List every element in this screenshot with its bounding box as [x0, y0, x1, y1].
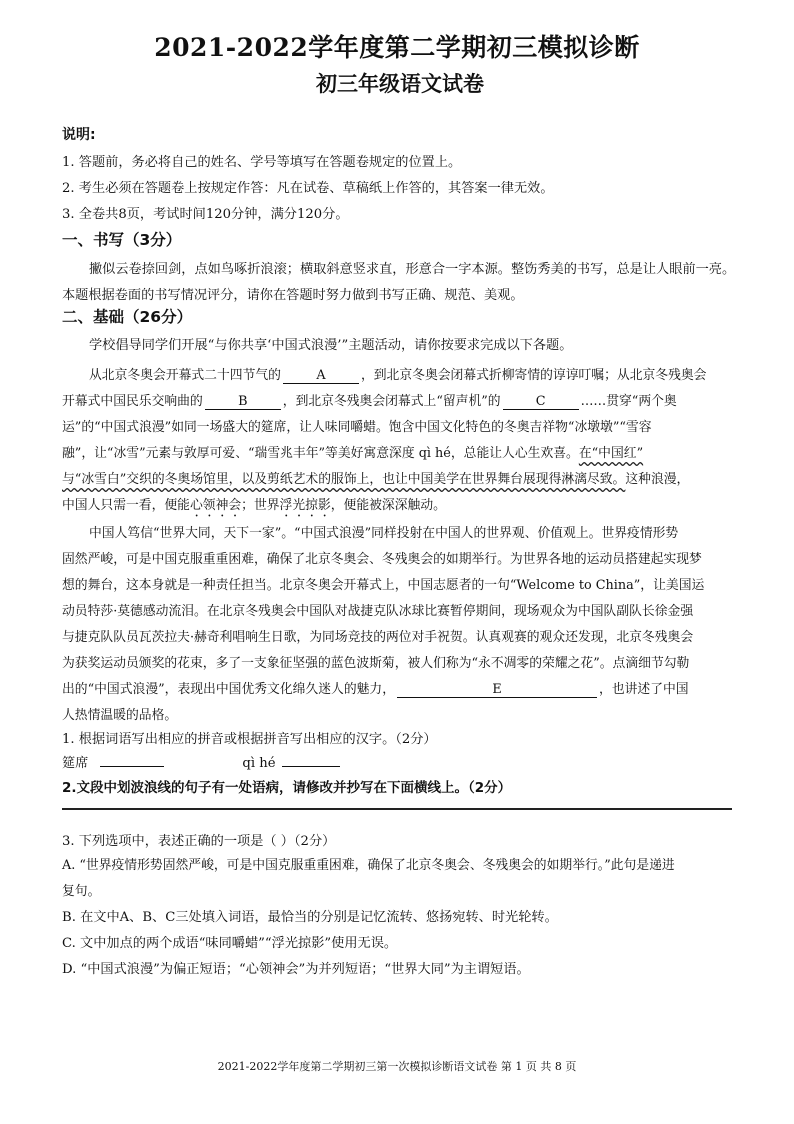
blank-c: C	[503, 394, 579, 410]
option-b: B. 在文中A、B、C三处填入词语，最恰当的分别是记忆流转、悠扬宛转、时光轮转。	[62, 910, 558, 925]
option-d: D. “中国式浪漫”为偏正短语；“心领神会”为并列短语；“世界大同”为主谓短语。	[62, 962, 530, 977]
question-1-items	[62, 752, 342, 771]
passage1-line: 运”的“中国式浪漫”如同一场盛大的筵席，让人味同嚼蜡。饱含中国文化特色的冬奥吉祥物“冰墩墩”“雪容	[62, 420, 652, 435]
question-2: 2.文段中划波浪线的句子有一处语病，请修改并抄写在下面横线上。（2分）	[62, 780, 512, 796]
wavy-underlined-sentence: 与“冰雪白”交织的冬奥场馆里，以及剪纸艺术的服饰上，也让中国美学在世界舞台展现得淋漓尽致。	[62, 472, 626, 487]
answer-blank[interactable]	[100, 766, 164, 767]
passage2-line: 想的舞台，这本身就是一种责任担当。北京冬奥会开幕式上，中国志愿者的一句“Welcome to China”，让美国运	[62, 578, 705, 593]
page-title: 2021-2022学年度第二学期初三模拟诊断	[154, 33, 640, 62]
page-footer: 2021-2022学年度第二学期初三第一次模拟诊断语文试卷 第 1 页 共 8 页	[217, 1060, 577, 1073]
answer-blank[interactable]	[282, 766, 340, 767]
section-heading-basics: 二、基础（26分）	[62, 308, 193, 326]
passage1-line: 开幕式中国民乐交响曲的 B ，到北京冬残奥会闭幕式上“留声机”的 C ……贯穿“两个奥	[62, 394, 677, 409]
note-item: 1. 答题前，务必将自己的姓名、学号等填写在答题卷规定的位置上。	[62, 155, 462, 170]
passage2-line: 与捷克队队员瓦茨拉夫·赫奇利唱响生日歌，为同场竞技的两位对手祝贺。认真观赛的观众还发现，北京冬残奥会	[62, 630, 694, 645]
passage2-line: 出的“中国式浪漫”，表现出中国优秀文化绵久迷人的魅力， E ，也讲述了中国	[62, 682, 689, 697]
passage2-line: 中国人笃信“世界大同，天下一家”。“中国式浪漫”同样投射在中国人的世界观、价值观上。世界疫情形势	[89, 526, 679, 541]
blank-b: B	[205, 394, 281, 410]
option-c: C. 文中加点的两个成语“味同嚼蜡”“浮光掠影”使用无误。	[62, 936, 398, 951]
passage1-line: 融”，让“冰雪”元素与敦厚可爱、“瑞雪兆丰年”等美好寓意深度 qì hé，总能让人心生欢喜。在“中国红”	[62, 446, 644, 461]
notes-heading: 说明:	[62, 127, 96, 143]
dotted-idiom: 浮光掠影	[279, 498, 331, 513]
passage1-line: 从北京冬奥会开幕式二十四节气的 A ，到北京冬奥会闭幕式折柳寄情的谆谆叮嘱；从北京冬残奥会	[89, 368, 707, 383]
blank-e: E	[397, 682, 597, 698]
word-yanxi: 筵席	[62, 756, 89, 771]
basics-intro: 学校倡导同学们开展“与你共享‘中国式浪漫’”主题活动，请你按要求完成以下各题。	[89, 338, 573, 353]
wavy-underlined-sentence: 在“中国红”	[578, 446, 644, 461]
note-item: 2. 考生必须在答题卷上按规定作答：凡在试卷、草稿纸上作答的，其答案一律无效。	[62, 181, 554, 196]
passage1-line: 中国人只需一看，便能心领神会；世界浮光掠影，便能被深深触动。	[62, 498, 446, 513]
option-a: A. “世界疫情形势固然严峻，可是中国克服重重困难，确保了北京冬奥会、冬残奥会的如期举行。”此句是递进	[62, 858, 675, 873]
option-a-cont: 复句。	[62, 884, 101, 899]
passage2-line: 动员特莎·莫德感动流泪。在北京冬残奥会中国队对战捷克队冰球比赛暂停期间，现场观众为中国队副队长徐金强	[62, 604, 694, 619]
word-qihe: qì hé	[242, 756, 276, 771]
blank-a: A	[283, 368, 359, 384]
dotted-idiom: 心领神会	[189, 498, 242, 513]
writing-text: 本题根据卷面的书写情况评分，请你在答题时努力做到书写正确、规范、美观。	[62, 288, 524, 303]
section-heading-writing: 一、书写（3分）	[62, 231, 182, 249]
writing-text: 撇似云卷捺回剑，点如鸟啄折浪滚；横取斜意竖求直，形意合一字本源。整饬秀美的书写，总是让人眼前一亮。	[89, 262, 736, 277]
passage1-line: 与“冰雪白”交织的冬奥场馆里，以及剪纸艺术的服饰上，也让中国美学在世界舞台展现得淋漓尽致。这种浪漫，	[62, 472, 690, 487]
note-item: 3. 全卷共8页，考试时间120分钟，满分120分。	[62, 207, 349, 222]
page-subtitle: 初三年级语文试卷	[316, 71, 484, 96]
passage2-line: 固然严峻，可是中国克服重重困难，确保了北京冬奥会、冬残奥会的如期举行。为世界各地的运动员搭建起实现梦	[62, 552, 702, 567]
answer-line[interactable]	[62, 808, 732, 810]
passage2-line: 人热情温暖的品格。	[62, 708, 178, 723]
passage2-line: 为获奖运动员颁奖的花束，多了一支象征坚强的蓝色波斯菊，被人们称为“永不凋零的荣耀之花”。点滴细节勾勒	[62, 656, 690, 671]
question-1: 1. 根据词语写出相应的拼音或根据拼音写出相应的汉字。（2分）	[62, 732, 437, 747]
question-3: 3. 下列选项中，表述正确的一项是（ ）（2分）	[62, 834, 336, 849]
